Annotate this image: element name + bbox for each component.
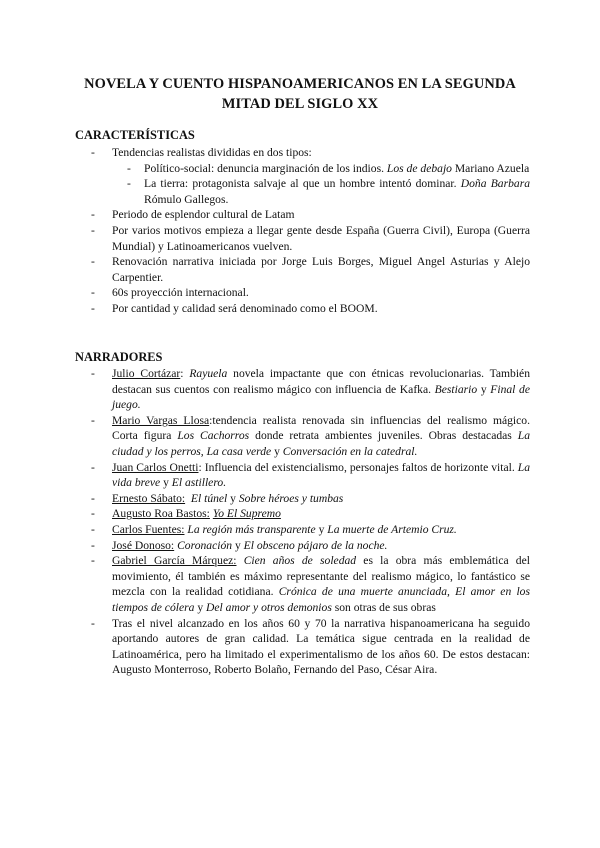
work-title: La ciudad y los perros, La casa verde <box>112 429 530 458</box>
author-name: Juan Carlos Onetti <box>112 460 199 474</box>
heading-narradores: NARRADORES <box>75 350 163 364</box>
work-title: Conversación en la catedral. <box>282 444 418 458</box>
work-title: Sobre héroes y tumbas <box>238 491 344 505</box>
work-title: La vida breve <box>112 460 531 490</box>
text-span: y <box>271 444 283 458</box>
document-title <box>60 74 540 114</box>
text-span: novela impactante que con étnicas revolucionarias. También destacan sus cuentos con realismo mágico con influencia de Kafka. <box>112 367 531 396</box>
text-span: y <box>477 382 491 396</box>
work-title: Cien años de soledad <box>243 554 357 568</box>
work-title: El obsceno pájaro de la noche. <box>243 538 388 552</box>
work-title: Yo El Supremo <box>212 507 281 521</box>
list-item: - Por varios motivos empieza a llegar gente desde España (Guerra Civil), Europa (Guerra Mundial) y Latinoamericanos vuelven. <box>75 223 530 254</box>
text-span: y <box>232 538 244 552</box>
list-item: - Tras el nivel alcanzado en los años 60 y 70 la narrativa hispanoamericana ha seguido aportando autores de gran calidad. La temática sigue centrada en la realidad de Latinoamérica, pero ha limitado el experimentalismo de los años 60. De estos destacan: Augusto Monterroso, Roberto Bolaño, Fernando del Paso, César Aira. <box>75 616 530 678</box>
sublist-item <box>75 176 530 207</box>
work-title: Bestiario <box>434 382 478 396</box>
work-title: Del amor y otros demonios <box>206 600 332 614</box>
work-title: Los Cachorros <box>177 429 250 443</box>
tendencias-text: Tendencias realistas divididas en dos tipos: <box>112 146 312 159</box>
text-span: son otras de sus obras <box>331 600 436 614</box>
title-line-2: MITAD DEL SIGLO XX <box>221 96 379 112</box>
work-title: La región más transparente <box>187 522 316 536</box>
author-name: José Donoso: <box>112 538 175 552</box>
author-name: Augusto Roa Bastos: <box>112 507 210 521</box>
text-span: : <box>180 367 190 380</box>
list-item <box>75 413 530 460</box>
narradores-list <box>75 366 530 678</box>
list-item <box>75 538 530 554</box>
list-item: - Periodo de esplendor cultural de Latam <box>75 207 530 223</box>
text-span: es la obra más emblemática del movimiento, él también es máximo representante del realismo mágico, lo fantástico se mezcla con la realidad cotidiana. <box>112 554 530 599</box>
text-span: :tendencia realista renovada sin influencias del realismo mágico. Corta figura <box>112 413 530 443</box>
list-item <box>75 460 530 491</box>
author-name: Mario Vargas Llosa <box>112 413 210 427</box>
list-item <box>75 491 530 507</box>
sub2-author: Rómulo Gallegos. <box>144 192 229 206</box>
author-name: Julio Cortázar <box>112 367 181 380</box>
list-item <box>75 553 530 615</box>
list-item: - Por cantidad y calidad será denominado como el BOOM. <box>75 301 530 317</box>
author-name: Gabriel García Márquez: <box>112 554 237 568</box>
heading-caracteristicas: CARACTERÍSTICAS <box>75 128 195 142</box>
text-span: y <box>315 522 328 536</box>
tendencias-sublist <box>75 161 530 208</box>
author-name: Ernesto Sábato: <box>112 491 186 505</box>
work-title: Rayuela <box>189 367 228 380</box>
text-span: donde retrata ambientes juveniles. Obras destacadas <box>249 429 518 443</box>
list-item: - Renovación narrativa iniciada por Jorge Luis Borges, Miguel Angel Asturias y Alejo Carpentier. <box>75 254 530 285</box>
text-span: y <box>160 476 172 490</box>
work-title: Final de juego. <box>112 382 530 412</box>
work-title: El astillero. <box>171 476 227 490</box>
work-title: El túnel <box>190 491 228 505</box>
work-title: Crónica de una muerte anunciada, El amor en los tiempos de cólera <box>112 585 530 614</box>
list-item <box>75 145 530 207</box>
caracteristicas-list <box>75 145 530 317</box>
sub2-text: La tierra: protagonista salvaje al que un hombre intentó dominar. <box>144 177 457 191</box>
author-name: Carlos Fuentes: <box>112 522 185 536</box>
text-span: : Influencia del existencialismo, personajes faltos de horizonte vital. <box>198 460 518 474</box>
title-line-1: NOVELA Y CUENTO HISPANOAMERICANOS EN LA SEGUNDA <box>84 76 516 92</box>
sub2-work: Doña Barbara <box>460 177 531 191</box>
text-span: y <box>194 600 207 614</box>
list-item <box>75 506 530 522</box>
sublist-item <box>75 161 530 177</box>
text-span: y <box>227 491 239 505</box>
list-item <box>75 366 530 413</box>
list-item: - 60s proyección internacional. <box>75 285 530 301</box>
list-item <box>75 522 530 538</box>
sub1-work: Los de debajo <box>386 161 452 175</box>
sub1-text: Político-social: denuncia marginación de los indios. <box>144 161 384 175</box>
work-title: La muerte de Artemio Cruz. <box>327 522 457 536</box>
sub1-author: Mariano Azuela <box>454 161 530 175</box>
work-title: Coronación <box>177 538 233 552</box>
text-span <box>236 554 243 567</box>
